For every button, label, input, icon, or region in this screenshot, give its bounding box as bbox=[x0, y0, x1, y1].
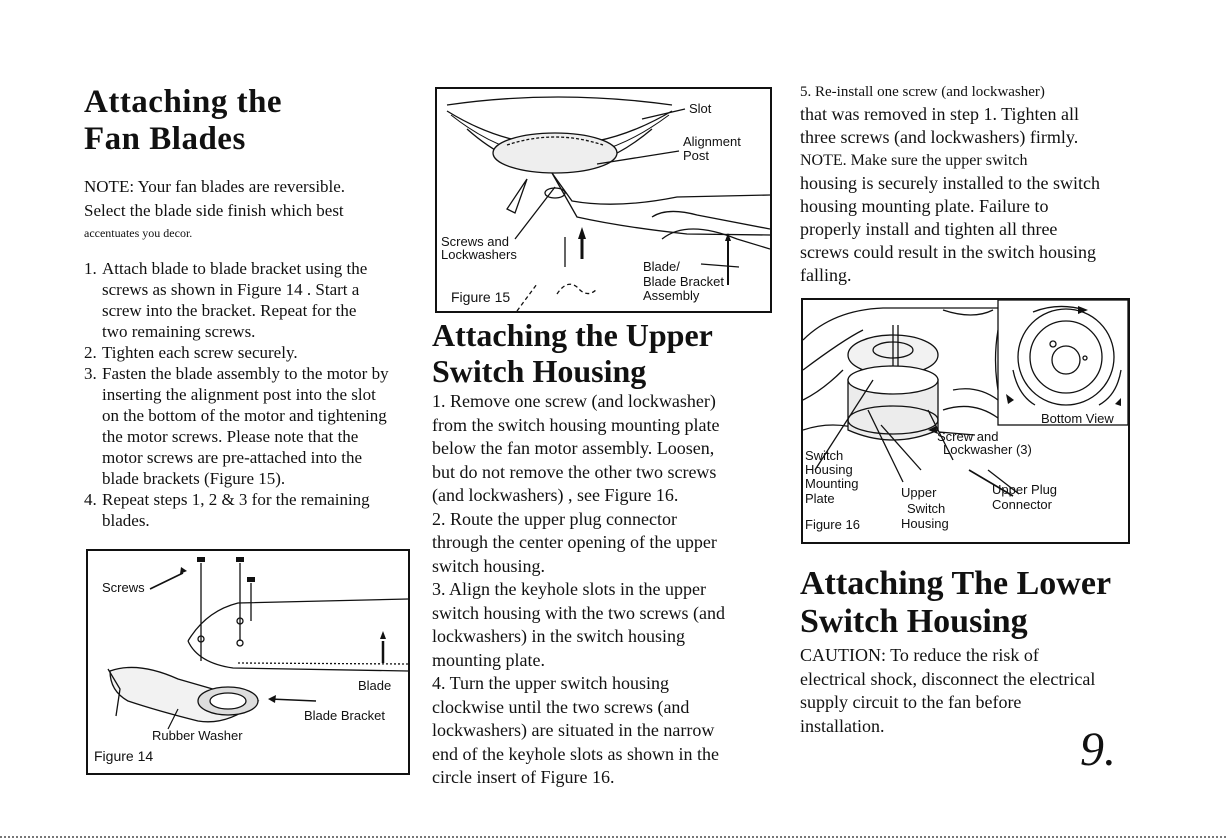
text-line: 1. Remove one screw (and lockwasher) bbox=[432, 391, 716, 411]
text-line: lockwashers) in the switch housing bbox=[432, 626, 685, 646]
page-bottom-border bbox=[0, 836, 1226, 838]
label-blade: Blade bbox=[358, 678, 392, 693]
text-line: from the switch housing mounting plate bbox=[432, 414, 720, 435]
label-screw-and: Screw and bbox=[937, 429, 999, 444]
label-housing: Housing bbox=[805, 462, 853, 477]
text-line: 5. Re-install one screw (and lockwasher) bbox=[800, 84, 1045, 100]
label-switch: Switch bbox=[805, 448, 844, 463]
label-blade-slash: Blade/ bbox=[643, 259, 680, 274]
text-line: switch housing with the two screws (and bbox=[432, 602, 725, 623]
reinstall-paragraph bbox=[800, 82, 1130, 287]
figure-14-caption: Figure 14 bbox=[94, 748, 154, 764]
section-title-lower-switch-housing: Attaching The Lower Switch Housing bbox=[800, 565, 1112, 641]
label-lockwashers: Lockwashers bbox=[441, 247, 517, 262]
text-line: three screws (and lockwashers) firmly. bbox=[800, 127, 1079, 147]
text-line: that was removed in step 1. Tighten all bbox=[800, 104, 1079, 124]
text-line: NOTE. Make sure the upper switch bbox=[800, 152, 1028, 169]
text-line: switch housing. bbox=[432, 555, 546, 576]
figure-15 bbox=[435, 87, 772, 313]
text-line: mounting plate. bbox=[432, 649, 545, 670]
text-line: CAUTION: To reduce the risk of bbox=[800, 645, 1039, 665]
text-line: through the center opening of the upper bbox=[432, 532, 717, 552]
caution-paragraph bbox=[800, 644, 1126, 738]
step-item: 4. Repeat steps 1, 2 & 3 for the remaining blades. bbox=[84, 490, 370, 530]
text-line: housing is securely installed to the switch bbox=[800, 173, 1100, 193]
text-line: (and lockwashers) , see Figure 16. bbox=[432, 485, 679, 505]
label-bottom-view: Bottom View bbox=[1041, 411, 1114, 426]
label-blade-bracket: Blade Bracket bbox=[304, 708, 385, 723]
label-switch-2: Switch bbox=[907, 501, 946, 516]
label-connector: Connector bbox=[992, 497, 1052, 512]
page-number: 9. bbox=[1080, 723, 1116, 776]
label-housing-2: Housing bbox=[901, 516, 949, 531]
text-line: 2. Route the upper plug connector bbox=[432, 508, 677, 529]
label-upper-plug: Upper Plug bbox=[992, 482, 1058, 497]
text-line: 4. Turn the upper switch housing bbox=[432, 673, 670, 693]
text-line: but do not remove the other two screws bbox=[432, 461, 717, 482]
label-screws: Screws bbox=[102, 580, 145, 595]
text-line: supply circuit to the fan before bbox=[800, 692, 1022, 712]
label-rubber-washer: Rubber Washer bbox=[152, 728, 243, 743]
label-assembly: Assembly bbox=[643, 288, 700, 303]
figure-16-caption: Figure 16 bbox=[805, 517, 860, 532]
text-line: electrical shock, disconnect the electrical bbox=[800, 668, 1096, 689]
figure-15-caption: Figure 15 bbox=[451, 289, 511, 305]
text-line: installation. bbox=[800, 715, 885, 736]
text-line: below the fan motor assembly. Loosen, bbox=[432, 438, 715, 458]
steps-list bbox=[84, 258, 410, 531]
label-alignment: Alignment bbox=[683, 134, 741, 149]
text-line: clockwise until the two screws (and bbox=[432, 696, 690, 717]
label-slot: Slot bbox=[689, 101, 712, 116]
upper-housing-paragraph bbox=[432, 390, 770, 790]
label-upper: Upper bbox=[901, 485, 937, 500]
text-line: screws could result in the switch housing bbox=[800, 242, 1096, 262]
step-item: 2. Tighten each screw securely. bbox=[84, 343, 298, 362]
label-lockwasher-3: Lockwasher (3) bbox=[943, 442, 1032, 457]
note-line: NOTE: Your fan blades are reversible. bbox=[84, 177, 346, 196]
text-line: end of the keyhole slots as shown in the bbox=[432, 743, 719, 764]
step-item: 3. Fasten the blade assembly to the motor by inserting the alignment post into the slot on the bottom of the motor and tightening the motor screws. Please note that the motor screws are pre-attached into the blade brackets (Figure 15). bbox=[84, 364, 389, 488]
label-mounting: Mounting bbox=[805, 476, 859, 491]
text-line: properly install and tighten all three bbox=[800, 219, 1058, 239]
note-line: accentuates you decor. bbox=[84, 226, 193, 240]
text-line: housing mounting plate. Failure to bbox=[800, 196, 1049, 216]
label-post: Post bbox=[683, 148, 710, 163]
note-line: Select the blade side finish which best bbox=[84, 200, 344, 220]
label-screws-and: Screws and bbox=[441, 234, 509, 249]
text-line: falling. bbox=[800, 265, 852, 285]
figure-14 bbox=[86, 549, 410, 775]
section-title-fan-blades: Attaching the Fan Blades bbox=[84, 84, 283, 157]
text-line: lockwashers) are situated in the narrow bbox=[432, 720, 715, 740]
label-blade-bracket-2: Blade Bracket bbox=[643, 274, 724, 289]
section-title-upper-switch-housing: Attaching the Upper Switch Housing bbox=[432, 317, 713, 389]
figure-16 bbox=[801, 298, 1130, 544]
text-line: 3. Align the keyhole slots in the upper bbox=[432, 579, 706, 599]
label-plate: Plate bbox=[805, 491, 835, 506]
step-item: 1. Attach blade to blade bracket using the screws as shown in Figure 14 . Start a screw into the bracket. Repeat for the two remaining screws. bbox=[84, 259, 368, 341]
note-paragraph bbox=[84, 175, 410, 246]
text-line: circle insert of Figure 16. bbox=[432, 767, 615, 787]
